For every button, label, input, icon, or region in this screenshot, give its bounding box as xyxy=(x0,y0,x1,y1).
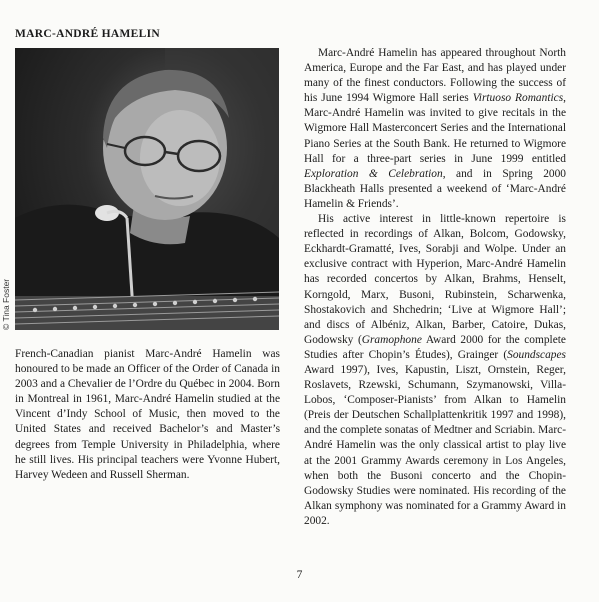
italic-title: Soundscapes xyxy=(507,348,566,361)
right-paragraph xyxy=(304,212,566,529)
text-run: , Marc-André Hamelin was invited to give recitals in the Wigmore Hall Masterconcert Series and the International Piano Series at the South Bank. He returned to Wigmore Hall for a three-part series in June 1999 entitled xyxy=(304,92,566,165)
left-paragraph: French-Canadian pianist Marc-André Hamelin was honoured to be made an Officer of the Order of Canada in 2003 and a Chevalier de l’Ordre du Québec in 2004. Born in Montreal in 1961, Marc-André Hamelin studied at the Vincent d’Indy School of Music, then moved to the United States and received Bachelor’s and Master’s degrees from Temple University in Philadelphia, where he still lives. His principal teachers were Yvonne Hubert, Harvey Wedeen and Russell Sherman. xyxy=(15,348,280,481)
portrait-photo xyxy=(15,48,279,330)
text-run: Marc-André Hamelin has appeared throughout North America, Europe and the Far East, and has played under many of the finest conductors. Following the success of his June 1994 Wigmore Hall series xyxy=(304,47,566,105)
photo-credit: © Tina Foster xyxy=(1,278,11,330)
left-column-text xyxy=(15,347,280,483)
italic-title: Exploration & Celebration xyxy=(304,167,443,180)
right-paragraph xyxy=(304,46,566,212)
italic-title: Virtuoso Romantics xyxy=(472,92,564,105)
portrait-illustration xyxy=(15,48,279,330)
page-heading: MARC-ANDRÉ HAMELIN xyxy=(15,28,160,40)
italic-title: Gramophone xyxy=(361,333,422,346)
text-run: His active interest in little-known repertoire is reflected in recordings of Alkan, Bolcom, Godowsky, Eckhardt-Gramatté, Ives, Sorabji and Wolpe. Under an exclusive contract with Hyperion, Marc-André Hamelin has recorded concertos by Alkan, Brahms, Henselt, Korngold, Marx, Busoni, Rubinstein, Scharwenka, Shostakovich and Shchedrin; ‘Live at Wigmore Hall’; and discs of Albéniz, Alkan, Barber, Catoire, Dukas, Godowsky ( xyxy=(304,213,566,346)
page-number: 7 xyxy=(296,569,303,581)
text-run: Award 1997), Ives, Kapustin, Liszt, Ornstein, Reger, Roslavets, Rzewski, Schumann, Szymanowski, Villa-Lobos, ‘Composer-Pianists’ from Alkan to Hamelin (Preis der Deutschen Schallplattenkritik 1997 and 1998), and the complete sonatas of Medtner and Scriabin. Marc-André Hamelin was the only classical artist to play live at the 2001 Grammy Awards ceremony in Los Angeles, when both the Busoni concerto and the Chopin-Godowsky Studies were nominated. His recording of the Alkan symphony was nominated for a Grammy Award in 2002. xyxy=(304,363,566,527)
text-run: Award 2000 for the complete Studies after Chopin’s Études), Grainger ( xyxy=(304,333,566,361)
right-column-text xyxy=(304,46,566,529)
text-run: , and in Spring 2000 Blackheath Halls presented a weekend of ‘Marc-André Hamelin & Friends’. xyxy=(304,167,566,210)
